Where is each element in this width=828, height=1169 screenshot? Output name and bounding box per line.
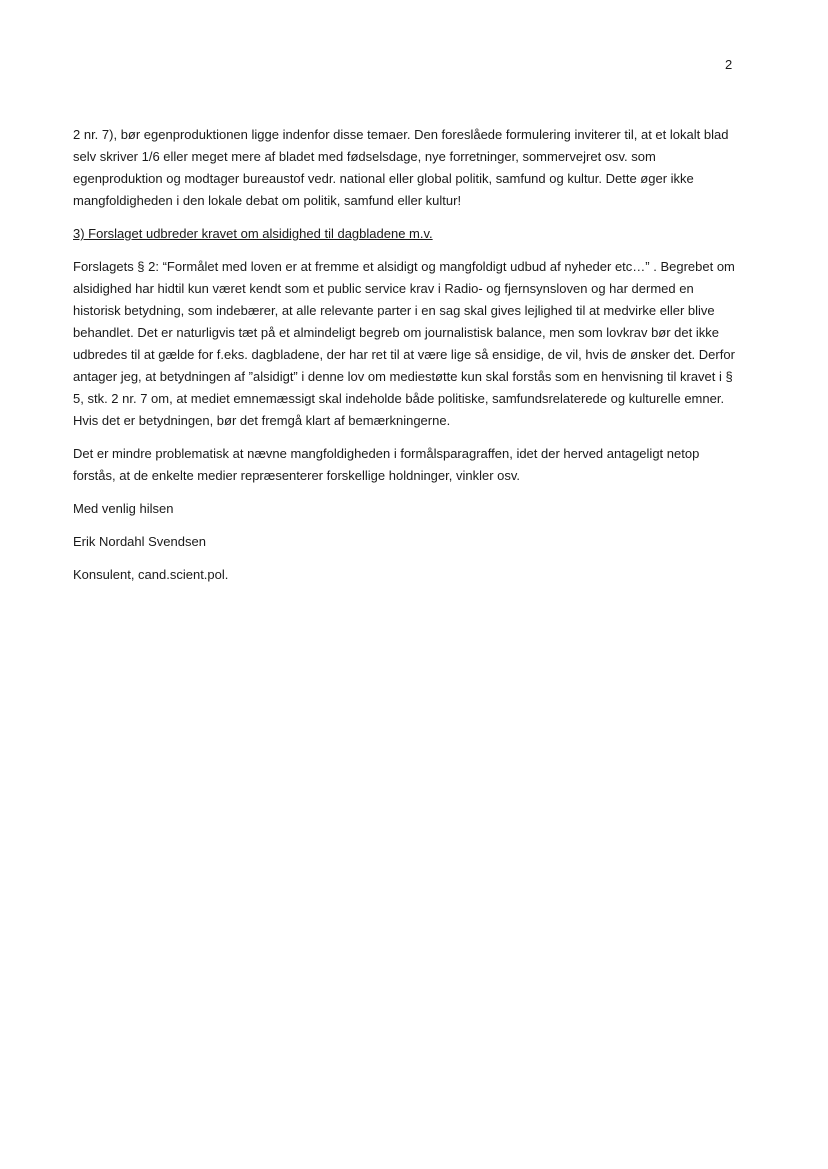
paragraph-mangfoldighed: Det er mindre problematisk at nævne mangfoldigheden i formålsparagraffen, idet der herved antageligt netop forstås, at de enkelte medier repræsenterer forskellige holdninger, vinkler osv.: [73, 446, 700, 483]
signature-name: Erik Nordahl Svendsen: [73, 534, 206, 549]
letter-body: [73, 124, 741, 586]
page-number: 2: [725, 57, 733, 72]
paragraph-alsidighed: Forslagets § 2: “Formålet med loven er at fremme et alsidigt og mangfoldigt udbud af nyheder etc…” . Begrebet om alsidighed har hidtil kun været kendt som et public service krav i Radio- og fjernsynsloven og har dermed en historisk betydning, som indebærer, at alle relevante parter i en sag skal gives lejlighed til at medvirke eller blive behandlet. Det er naturligvis tæt på et almindeligt begreb om journalistisk balance, men som lovkrav bør det ikke udbredes til at gælde for f.eks. dagbladene, der har ret til at være lige så ensidige, de vil, hvis de ønsker det. Derfor antager jeg, at betydningen af ”alsidigt” i denne lov om mediestøtte kun skal forstås som en henvisning til kravet i § 5, stk. 2 nr. 7 om, at mediet emnemæssigt skal indeholde både politiske, samfundsrelaterede og kulturelle emner. Hvis det er betydningen, bør det fremgå klart af bemærkningerne.: [73, 259, 735, 428]
section-heading-3: 3) Forslaget udbreder kravet om alsidighed til dagbladene m.v.: [73, 226, 433, 241]
signature-title: Konsulent, cand.scient.pol.: [73, 567, 229, 582]
closing-salutation: Med venlig hilsen: [73, 501, 174, 516]
paragraph-egenproduktion: 2 nr. 7), bør egenproduktionen ligge indenfor disse temaer. Den foreslåede formulering inviterer til, at et lokalt blad selv skriver 1/6 eller meget mere af bladet med fødselsdage, nye forretninger, sommervejret osv. som egenproduktion og modtager bureaustof vedr. national eller global politik, samfund og kultur. Dette øger ikke mangfoldigheden i den lokale debat om politik, samfund eller kultur!: [73, 127, 729, 208]
